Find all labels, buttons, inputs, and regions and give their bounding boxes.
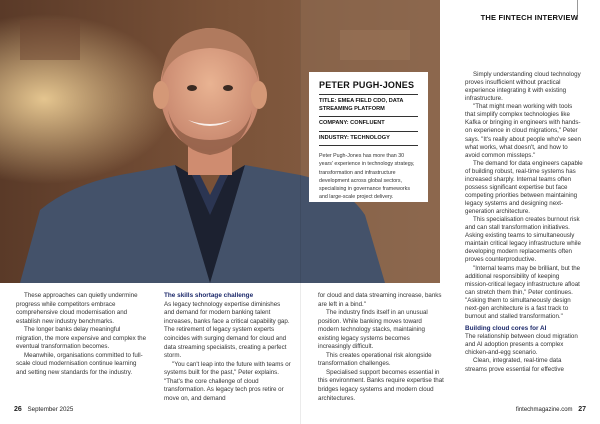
text-column-4 (465, 71, 583, 374)
paragraph: These approaches can quietly undermine progress while competitors embrace comprehensive cloud modernisation and establish new industry benchmarks. (16, 292, 138, 325)
page-number-left: 26 (14, 406, 22, 413)
footer-left (14, 406, 73, 413)
text-column-2 (164, 292, 292, 403)
paragraph: Specialised support becomes essential in this environment. Banks require expertise that bridges legacy systems and modern cloud architectures. (318, 368, 444, 402)
paragraph: This creates operational risk alongside transformation challenges. (318, 351, 432, 368)
text-column-3 (318, 292, 444, 403)
paragraph: "You can't leap into the future with teams or systems built for the past," Peter explains. "That's the core challenge of cloud transformation. As legacy tech pros retire or move on, and demand (164, 360, 291, 402)
profile-bio: Peter Pugh-Jones has more than 30 years' experience in technology strategy, transformation and infrastructure development across global sectors, specialising in governance frameworks and large-scale project delivery. (319, 153, 415, 201)
paragraph: Meanwhile, organisations committed to full-scale cloud modernisation continue learning and setting new standards for the industry. (16, 351, 143, 376)
issue-date: September 2025 (27, 406, 74, 413)
page-number-right: 27 (578, 406, 586, 413)
paragraph: for cloud and data streaming increase, banks are left in a bind." (318, 292, 442, 308)
footer-right (516, 406, 586, 413)
page-spine (300, 0, 301, 424)
paragraph: "That might mean working with tools that simplify complex technologies like Kafka or bringing in engineers with hands-on experience in cloud migrations," Peter says. "It's really about people who've seen what works, what doesn't, and how to avoid common missteps." (465, 103, 582, 159)
profile-industry: INDUSTRY: TECHNOLOGY (319, 132, 418, 147)
paragraph: This specialisation creates burnout risk and can stall transformation initiatives. Asking existing teams to simultaneously maintain critical legacy infrastructure while developing modern replacements often proves counterproductive. (465, 216, 581, 264)
paragraph: Simply understanding cloud technology proves insufficient without practical experience integrating it with existing infrastructure. (465, 71, 581, 103)
paragraph: The longer banks delay meaningful migration, the more expensive and complex the eventual transformation becomes. (16, 326, 147, 351)
section-heading: Building cloud cores for AI (465, 324, 547, 332)
profile-name: PETER PUGH-JONES (319, 80, 418, 95)
profile-company: COMPANY: CONFLUENT (319, 117, 418, 132)
profile-title: TITLE: EMEA FIELD CDO, DATA STREAMING PLATFORM (319, 95, 418, 117)
site-name: fintechmagazine.com (515, 407, 573, 413)
paragraph: "Internal teams may be brilliant, but the additional responsibility of keeping mission-critical legacy infrastructure afloat can stretch them thin," Peter continues. "Asking them to simultaneously design next-gen architecture is a fast track to burnout and stalled transformation." (465, 264, 581, 320)
text-column-1 (16, 292, 148, 377)
profile-card (309, 72, 428, 202)
paragraph: Clean, integrated, real-time data streams prove essential for effective (465, 357, 564, 373)
paragraph: As legacy technology expertise diminishes and demand for modern banking talent increases, banks face a critical capability gap. The retirement of legacy system experts coincides with surging demand for cloud and data streaming specialists, creating a perfect storm. (164, 300, 290, 360)
paragraph: The relationship between cloud migration and AI adoption presents a complex chicken-and-egg scenario. (465, 333, 578, 357)
section-heading: The skills shortage challenge (164, 292, 254, 299)
section-label: THE FINTECH INTERVIEW (480, 13, 578, 22)
paragraph: The demand for data engineers capable of building robust, real-time systems has increased sharply. Internal teams often possess significant expertise but face competing priorities between maintaining legacy systems and designing next-generation architecture. (465, 159, 583, 216)
paragraph: The industry finds itself in an unusual position. While banking moves toward modern technology stacks, maintaining existing legacy systems becomes increasingly difficult. (318, 309, 428, 351)
